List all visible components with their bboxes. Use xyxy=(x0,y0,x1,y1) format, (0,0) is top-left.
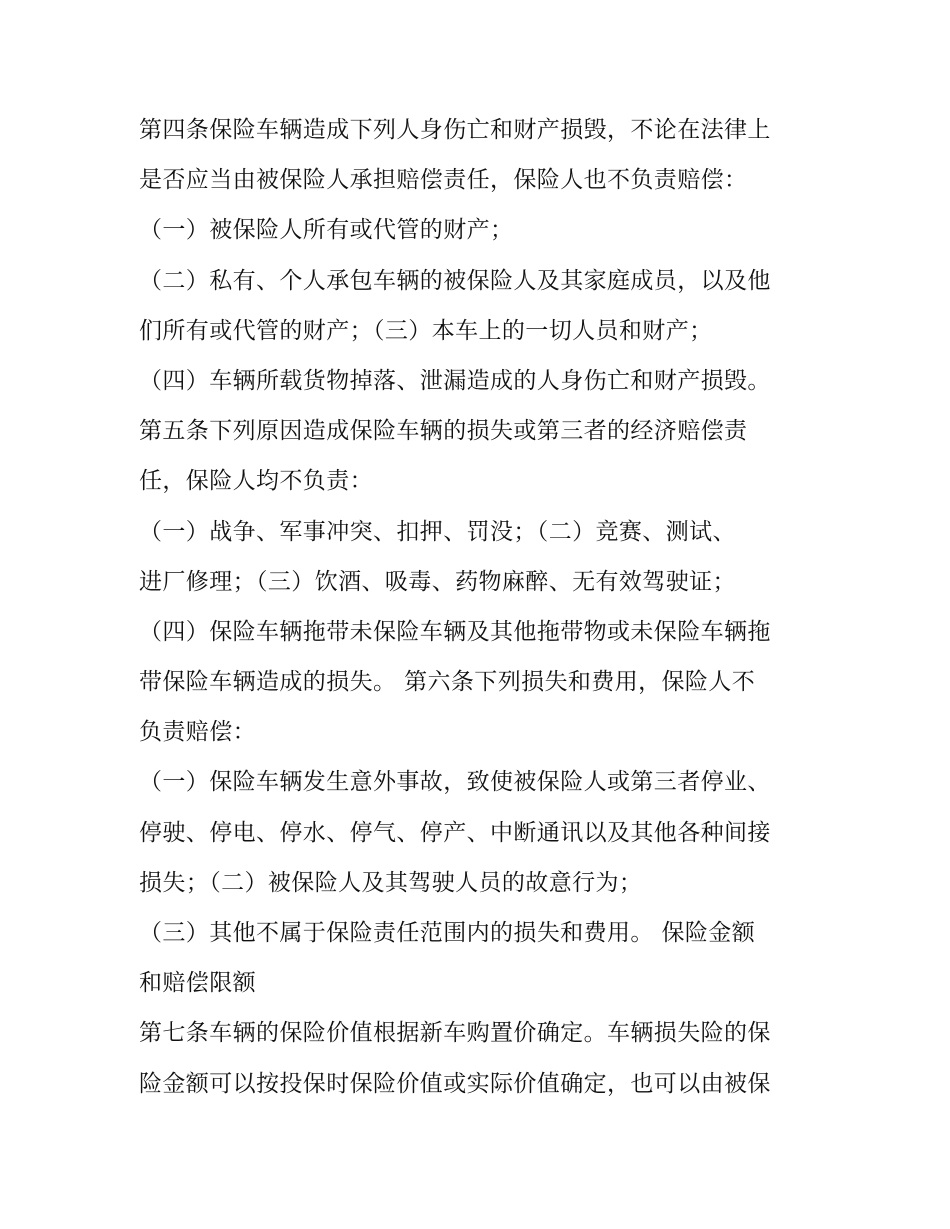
text-line: （三）其他不属于保险责任范围内的损失和费用。 保险金额 xyxy=(139,920,756,946)
text-line: （一）被保险人所有或代管的财产； xyxy=(139,217,514,244)
text-line: （一）保险车辆发生意外事故，致使被保险人或第三者停业、 xyxy=(139,769,771,796)
text-line: 是否应当由被保险人承担赔偿责任，保险人也不负责赔偿： xyxy=(139,167,748,194)
text-line: 任，保险人均不负责： xyxy=(139,468,373,495)
text-line: 进厂修理；（三）饮酒、吸毒、药物麻醉、无有效驾驶证； xyxy=(139,568,736,595)
text-line: 和赔偿限额 xyxy=(139,970,256,997)
text-line: 险金额可以按投保时保险价值或实际价值确定，也可以由被保 xyxy=(139,1070,771,1097)
text-line: 第七条车辆的保险价值根据新车购置价确定。车辆损失险的保 xyxy=(139,1020,771,1047)
text-line: （一）战争、军事冲突、扣押、罚没；（二）竞赛、测试、 xyxy=(139,518,736,545)
text-line: （二）私有、个人承包车辆的被保险人及其家庭成员，以及他 xyxy=(139,267,771,294)
text-line: 们所有或代管的财产；（三）本车上的一切人员和财产； xyxy=(139,317,713,344)
text-line: 停驶、停电、停水、停气、停产、中断通讯以及其他各种间接 xyxy=(139,819,771,846)
text-line: 损失；（二）被保险人及其驾驶人员的故意行为； xyxy=(139,869,643,896)
text-line: （四）保险车辆拖带未保险车辆及其他拖带物或未保险车辆拖 xyxy=(139,618,771,645)
text-line: 第四条保险车辆造成下列人身伤亡和财产损毁，不论在法律上 xyxy=(139,117,771,143)
text-line: （四）车辆所载货物掉落、泄漏造成的人身伤亡和财产损毁。 xyxy=(139,367,771,394)
text-line: 负责赔偿： xyxy=(139,719,256,746)
text-line: 第五条下列原因造成保险车辆的损失或第三者的经济赔偿责 xyxy=(139,418,748,445)
text-line: 带保险车辆造成的损失。 第六条下列损失和费用，保险人不 xyxy=(139,669,756,696)
body-text xyxy=(139,105,829,1109)
